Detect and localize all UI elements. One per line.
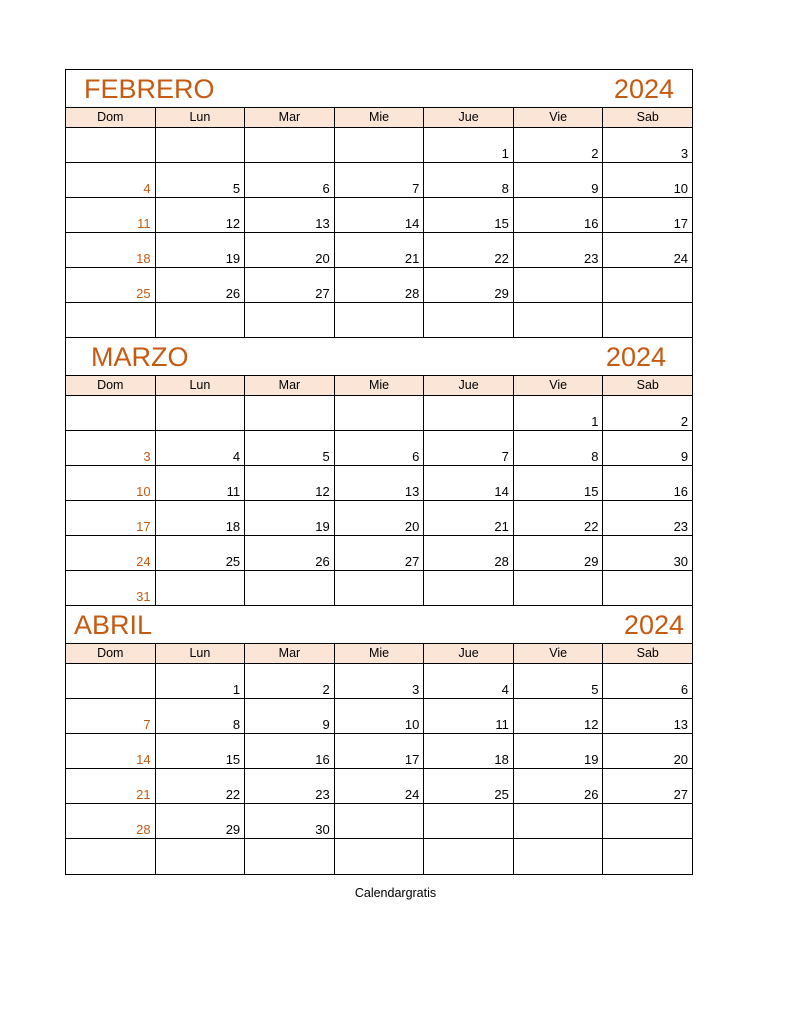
day-cell <box>245 839 335 874</box>
day-number: 9 <box>322 717 330 732</box>
weekday-header: Mie <box>335 644 425 663</box>
day-cell <box>156 804 246 838</box>
day-cell <box>66 734 156 768</box>
day-number: 29 <box>584 554 599 569</box>
day-cell <box>335 303 425 337</box>
day-cell <box>335 268 425 302</box>
day-number: 8 <box>232 717 241 732</box>
day-cell <box>514 839 604 874</box>
day-cell <box>245 571 335 605</box>
day-number: 10 <box>136 484 151 499</box>
day-cell <box>514 769 604 803</box>
month-name: MARZO <box>91 342 189 372</box>
day-number: 15 <box>225 752 241 767</box>
day-number: 2 <box>591 146 599 161</box>
day-cell <box>245 466 335 500</box>
week-row <box>66 536 692 571</box>
day-number: 28 <box>404 286 420 301</box>
day-cell <box>156 769 246 803</box>
day-cell <box>66 699 156 733</box>
day-cell <box>424 571 514 605</box>
weekday-header: Mie <box>335 376 425 395</box>
day-number: 3 <box>680 146 689 161</box>
day-cell <box>514 396 604 430</box>
day-number: 19 <box>584 752 599 767</box>
weekday-header: Mar <box>245 644 335 663</box>
day-number: 22 <box>494 251 509 266</box>
day-number: 3 <box>143 449 151 464</box>
day-cell <box>245 303 335 337</box>
week-row <box>66 303 692 338</box>
day-cell <box>66 769 156 803</box>
day-cell <box>424 699 514 733</box>
day-number: 13 <box>673 717 689 732</box>
day-number: 6 <box>680 682 689 697</box>
day-cell <box>424 839 514 874</box>
week-row <box>66 198 692 233</box>
day-cell <box>335 664 425 698</box>
weekday-header: Jue <box>424 108 514 127</box>
day-number: 22 <box>584 519 599 534</box>
day-cell <box>335 163 425 197</box>
day-number: 10 <box>404 717 420 732</box>
week-row <box>66 839 692 874</box>
day-number: 13 <box>404 484 420 499</box>
week-row <box>66 163 692 198</box>
day-number: 14 <box>494 484 509 499</box>
day-cell <box>603 303 692 337</box>
day-number: 12 <box>584 717 599 732</box>
day-number: 12 <box>315 484 330 499</box>
month-name: FEBRERO <box>84 74 215 104</box>
day-number: 20 <box>404 519 420 534</box>
weekday-header-row <box>66 643 692 664</box>
day-cell <box>245 268 335 302</box>
day-number: 9 <box>680 449 689 464</box>
day-cell <box>603 431 692 465</box>
calendar-frame <box>65 69 693 875</box>
week-row <box>66 734 692 769</box>
day-number: 16 <box>315 752 330 767</box>
day-cell <box>66 128 156 162</box>
day-number: 30 <box>673 554 689 569</box>
weekday-header: Mie <box>335 108 425 127</box>
weekday-header-row <box>66 107 692 128</box>
week-row <box>66 396 692 431</box>
month-title-bar <box>66 70 692 107</box>
day-cell <box>514 699 604 733</box>
day-cell <box>66 303 156 337</box>
day-number: 4 <box>143 181 151 196</box>
week-row <box>66 699 692 734</box>
weekday-header: Lun <box>156 108 246 127</box>
day-number: 4 <box>501 682 509 697</box>
day-cell <box>66 198 156 232</box>
day-cell <box>603 501 692 535</box>
day-number: 25 <box>494 787 509 802</box>
day-number: 18 <box>136 251 151 266</box>
day-cell <box>66 431 156 465</box>
weekday-header: Jue <box>424 376 514 395</box>
weekday-header: Lun <box>156 644 246 663</box>
day-cell <box>424 233 514 267</box>
weekday-header: Dom <box>66 108 156 127</box>
day-cell <box>335 501 425 535</box>
day-cell <box>335 466 425 500</box>
day-number: 14 <box>404 216 420 231</box>
weekday-header: Vie <box>514 376 604 395</box>
day-cell <box>424 769 514 803</box>
day-number: 21 <box>404 251 420 266</box>
day-cell <box>66 501 156 535</box>
day-number: 27 <box>673 787 689 802</box>
day-cell <box>156 163 246 197</box>
day-cell <box>66 466 156 500</box>
day-number: 26 <box>225 286 241 301</box>
week-row <box>66 431 692 466</box>
day-cell <box>156 664 246 698</box>
day-cell <box>156 396 246 430</box>
day-cell <box>424 128 514 162</box>
day-number: 16 <box>584 216 599 231</box>
day-cell <box>424 501 514 535</box>
day-cell <box>335 233 425 267</box>
weekday-header: Dom <box>66 376 156 395</box>
day-number: 24 <box>404 787 420 802</box>
day-number: 20 <box>315 251 330 266</box>
day-number: 7 <box>501 449 509 464</box>
day-number: 31 <box>136 589 151 604</box>
day-cell <box>514 571 604 605</box>
day-cell <box>424 804 514 838</box>
day-number: 27 <box>404 554 420 569</box>
day-cell <box>603 163 692 197</box>
day-cell <box>156 303 246 337</box>
day-number: 11 <box>226 484 241 499</box>
day-cell <box>156 699 246 733</box>
day-number: 15 <box>494 216 509 231</box>
day-cell <box>424 466 514 500</box>
day-cell <box>335 431 425 465</box>
month-year: 2024 <box>623 610 684 640</box>
day-cell <box>514 303 604 337</box>
day-number: 26 <box>584 787 599 802</box>
week-grid <box>66 664 692 874</box>
day-cell <box>514 163 604 197</box>
day-cell <box>66 163 156 197</box>
day-number: 23 <box>673 519 689 534</box>
week-row <box>66 233 692 268</box>
day-cell <box>603 128 692 162</box>
day-number: 4 <box>232 449 241 464</box>
day-cell <box>156 734 246 768</box>
weekday-header: Mar <box>245 376 335 395</box>
day-cell <box>514 128 604 162</box>
footer-credit: Calendargratis <box>354 886 437 900</box>
day-number: 19 <box>315 519 330 534</box>
month-april <box>66 606 692 874</box>
day-cell <box>335 571 425 605</box>
day-number: 29 <box>225 822 241 837</box>
day-number: 18 <box>225 519 241 534</box>
week-row <box>66 769 692 804</box>
day-number: 25 <box>225 554 241 569</box>
month-march <box>66 338 692 606</box>
day-number: 2 <box>322 682 330 697</box>
day-number: 29 <box>494 286 509 301</box>
weekday-header-row <box>66 375 692 396</box>
day-number: 24 <box>136 554 151 569</box>
day-cell <box>603 734 692 768</box>
day-cell <box>156 198 246 232</box>
day-number: 6 <box>412 449 420 464</box>
day-cell <box>66 536 156 570</box>
day-cell <box>603 699 692 733</box>
day-cell <box>603 198 692 232</box>
day-cell <box>603 664 692 698</box>
day-number: 5 <box>232 181 241 196</box>
day-cell <box>156 431 246 465</box>
weekday-header: Sab <box>636 646 659 660</box>
day-cell <box>245 198 335 232</box>
week-grid <box>66 128 692 338</box>
week-row <box>66 466 692 501</box>
day-cell <box>603 233 692 267</box>
day-cell <box>66 839 156 874</box>
week-row <box>66 571 692 606</box>
day-cell <box>514 466 604 500</box>
day-cell <box>514 804 604 838</box>
month-title-bar <box>66 338 692 375</box>
day-cell <box>156 536 246 570</box>
week-row <box>66 664 692 699</box>
day-cell <box>424 303 514 337</box>
day-cell <box>603 396 692 430</box>
day-number: 28 <box>136 822 151 837</box>
month-name: ABRIL <box>74 610 153 640</box>
day-cell <box>424 396 514 430</box>
day-number: 25 <box>136 286 151 301</box>
day-cell <box>335 734 425 768</box>
day-cell <box>335 198 425 232</box>
day-cell <box>603 536 692 570</box>
day-cell <box>514 734 604 768</box>
day-cell <box>603 268 692 302</box>
day-cell <box>335 536 425 570</box>
day-number: 1 <box>501 146 509 161</box>
day-cell <box>245 501 335 535</box>
day-cell <box>335 804 425 838</box>
week-row <box>66 268 692 303</box>
day-cell <box>156 501 246 535</box>
weekday-header: Jue <box>424 644 514 663</box>
day-cell <box>245 769 335 803</box>
day-number: 2 <box>680 414 689 429</box>
weekday-header: Sab <box>636 110 659 124</box>
day-number: 15 <box>584 484 599 499</box>
day-cell <box>424 268 514 302</box>
day-number: 30 <box>315 822 330 837</box>
weekday-header: Vie <box>514 644 604 663</box>
day-cell <box>245 233 335 267</box>
day-number: 17 <box>404 752 420 767</box>
day-number: 21 <box>136 787 151 802</box>
day-number: 1 <box>591 414 599 429</box>
month-year: 2024 <box>613 74 674 104</box>
day-cell <box>603 466 692 500</box>
day-number: 3 <box>412 682 420 697</box>
day-number: 28 <box>494 554 509 569</box>
day-number: 20 <box>673 752 689 767</box>
day-cell <box>335 839 425 874</box>
day-cell <box>156 268 246 302</box>
day-cell <box>514 198 604 232</box>
day-cell <box>514 536 604 570</box>
day-number: 6 <box>322 181 330 196</box>
day-cell <box>156 128 246 162</box>
day-cell <box>245 804 335 838</box>
day-cell <box>245 664 335 698</box>
day-cell <box>514 268 604 302</box>
day-number: 17 <box>136 519 151 534</box>
day-cell <box>335 128 425 162</box>
month-year: 2024 <box>605 342 666 372</box>
weekday-header: Vie <box>514 108 604 127</box>
day-number: 5 <box>322 449 330 464</box>
day-cell <box>335 699 425 733</box>
day-cell <box>156 466 246 500</box>
day-cell <box>424 664 514 698</box>
day-cell <box>156 839 246 874</box>
day-number: 18 <box>494 752 509 767</box>
day-cell <box>156 571 246 605</box>
day-cell <box>603 769 692 803</box>
day-cell <box>424 431 514 465</box>
day-number: 12 <box>225 216 241 231</box>
day-cell <box>66 571 156 605</box>
week-row <box>66 128 692 163</box>
day-number: 13 <box>315 216 330 231</box>
weekday-header: Lun <box>156 376 246 395</box>
day-number: 22 <box>225 787 241 802</box>
day-number: 9 <box>591 181 599 196</box>
day-cell <box>66 396 156 430</box>
day-cell <box>335 769 425 803</box>
month-february <box>66 70 692 338</box>
day-number: 27 <box>315 286 330 301</box>
weekday-header: Sab <box>636 378 659 392</box>
weekday-header: Mar <box>245 108 335 127</box>
day-number: 7 <box>412 181 420 196</box>
day-cell <box>603 839 692 874</box>
day-number: 16 <box>673 484 689 499</box>
day-number: 26 <box>315 554 330 569</box>
day-number: 24 <box>673 251 689 266</box>
day-cell <box>424 198 514 232</box>
day-cell <box>603 804 692 838</box>
day-cell <box>66 268 156 302</box>
day-number: 5 <box>591 682 599 697</box>
day-cell <box>245 128 335 162</box>
month-title-bar <box>66 606 692 643</box>
day-cell <box>424 163 514 197</box>
day-number: 23 <box>315 787 330 802</box>
day-number: 10 <box>673 181 689 196</box>
day-number: 8 <box>591 449 599 464</box>
day-cell <box>424 734 514 768</box>
day-cell <box>245 431 335 465</box>
day-number: 11 <box>137 216 151 231</box>
day-cell <box>245 396 335 430</box>
day-cell <box>514 233 604 267</box>
day-cell <box>245 699 335 733</box>
week-row <box>66 501 692 536</box>
day-number: 21 <box>494 519 509 534</box>
day-number: 1 <box>232 682 241 697</box>
day-cell <box>245 734 335 768</box>
weekday-header: Dom <box>66 644 156 663</box>
day-cell <box>66 804 156 838</box>
day-number: 17 <box>673 216 689 231</box>
day-cell <box>603 571 692 605</box>
day-number: 8 <box>501 181 509 196</box>
day-cell <box>424 536 514 570</box>
day-cell <box>335 396 425 430</box>
day-cell <box>66 233 156 267</box>
day-cell <box>245 536 335 570</box>
week-row <box>66 804 692 839</box>
day-cell <box>514 431 604 465</box>
day-number: 14 <box>136 752 151 767</box>
day-cell <box>245 163 335 197</box>
day-number: 7 <box>143 717 151 732</box>
day-cell <box>514 664 604 698</box>
day-cell <box>514 501 604 535</box>
day-cell <box>66 664 156 698</box>
day-number: 19 <box>225 251 241 266</box>
day-cell <box>156 233 246 267</box>
day-number: 11 <box>495 717 509 732</box>
day-number: 23 <box>584 251 599 266</box>
week-grid <box>66 396 692 606</box>
